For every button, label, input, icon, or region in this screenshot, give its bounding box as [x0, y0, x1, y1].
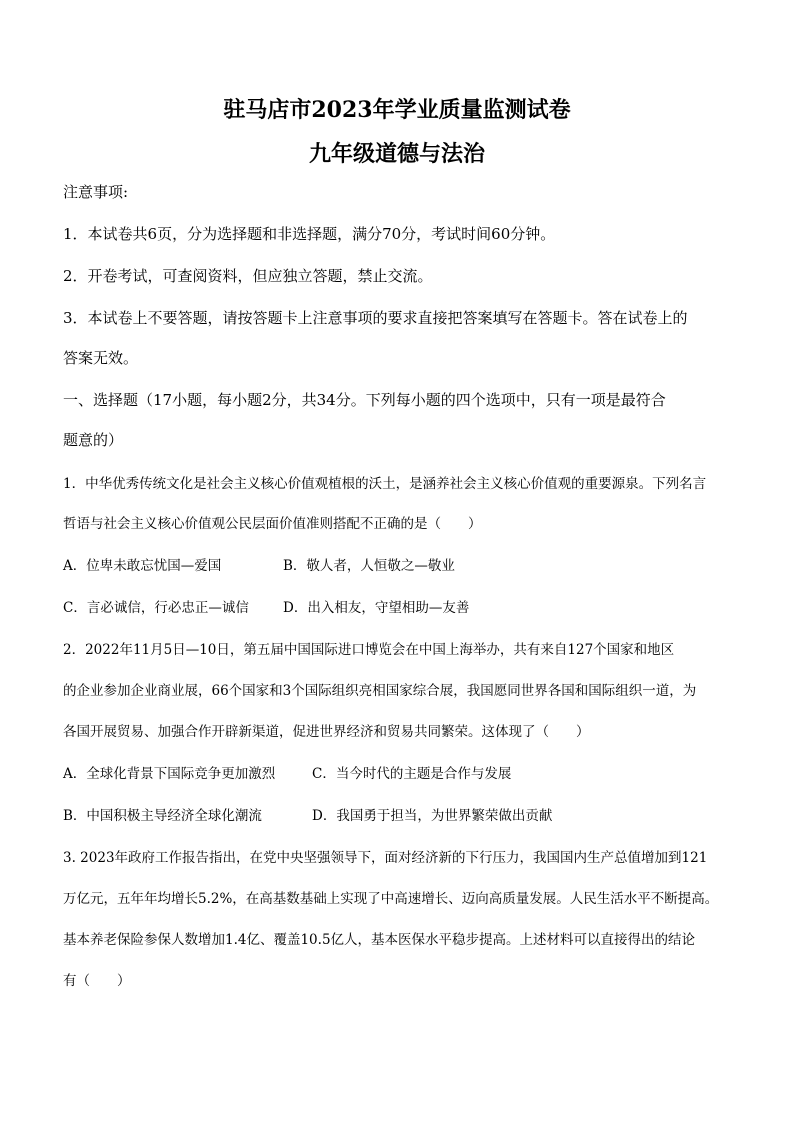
question-2-option-a: A．全球化背景下国际竞争更加激烈	[63, 766, 276, 782]
question-1-stem-cont: 哲语与社会主义核心价值观公民层面价值准则搭配不正确的是（ ）	[63, 516, 482, 532]
question-2-option-b: B．中国积极主导经济全球化潮流	[63, 808, 262, 824]
notice-item-3: 3．本试卷上不要答题，请按答题卡上注意事项的要求直接把答案填写在答题卡。答在试卷上的	[63, 309, 688, 327]
section-heading: 一、选择题（17小题，每小题2分，共34分。下列每小题的四个选项中，只有一项是最符合	[63, 391, 666, 409]
question-2-option-d: D．我国勇于担当，为世界繁荣做出贡献	[312, 808, 553, 824]
question-2-stem: 2．2022年11月5日—10日，第五届中国国际进口博览会在中国上海举办，共有来自127个国家和地区	[63, 642, 675, 658]
question-1-stem: 1．中华优秀传统文化是社会主义核心价值观植根的沃土，是涵养社会主义核心价值观的重要源泉。下列名言	[63, 476, 707, 492]
question-1-option-a: A．位卑未敢忘忧国—爱国	[63, 558, 222, 574]
question-2-stem-cont1: 的企业参加企业商业展，66个国家和3个国际组织亮相国家综合展，我国愿同世界各国和国际组织一道，为	[63, 683, 697, 699]
question-3-stem-cont1: 万亿元，五年年均增长5.2%，在高基数基础上实现了中高速增长、迈向高质量发展。人民生活水平不断提高。	[63, 891, 719, 907]
question-3-stem-cont3: 有（ ）	[63, 973, 131, 989]
question-1-option-b: B．敬人者，人恒敬之—敬业	[283, 558, 455, 574]
section-heading-cont: 题意的）	[63, 431, 124, 449]
exam-title: 驻马店市2023年学业质量监测试卷	[223, 97, 571, 123]
notice-item-1: 1．本试卷共6页，分为选择题和非选择题，满分70分，考试时间60分钟。	[63, 225, 556, 243]
notice-item-3-cont: 答案无效。	[63, 349, 139, 367]
notice-item-2: 2．开卷考试，可查阅资料，但应独立答题，禁止交流。	[63, 267, 433, 285]
question-3-stem: 3. 2023年政府工作报告指出，在党中央坚强领导下，面对经济新的下行压力，我国国内生产总值增加到121	[63, 850, 708, 866]
question-3-stem-cont2: 基本养老保险参保人数增加1.4亿、覆盖10.5亿人，基本医保水平稳步提高。上述材料可以直接得出的结论	[63, 932, 696, 948]
question-1-option-c: C．言必诚信，行必忠正—诚信	[63, 600, 249, 616]
question-2-stem-cont2: 各国开展贸易、加强合作开辟新渠道，促进世界经济和贸易共同繁荣。这体现了（ ）	[63, 724, 590, 740]
exam-subtitle: 九年级道德与法治	[308, 141, 485, 167]
question-1-option-d: D．出入相友，守望相助—友善	[283, 600, 470, 616]
notice-heading: 注意事项:	[63, 183, 129, 201]
question-2-option-c: C．当今时代的主题是合作与发展	[312, 766, 512, 782]
